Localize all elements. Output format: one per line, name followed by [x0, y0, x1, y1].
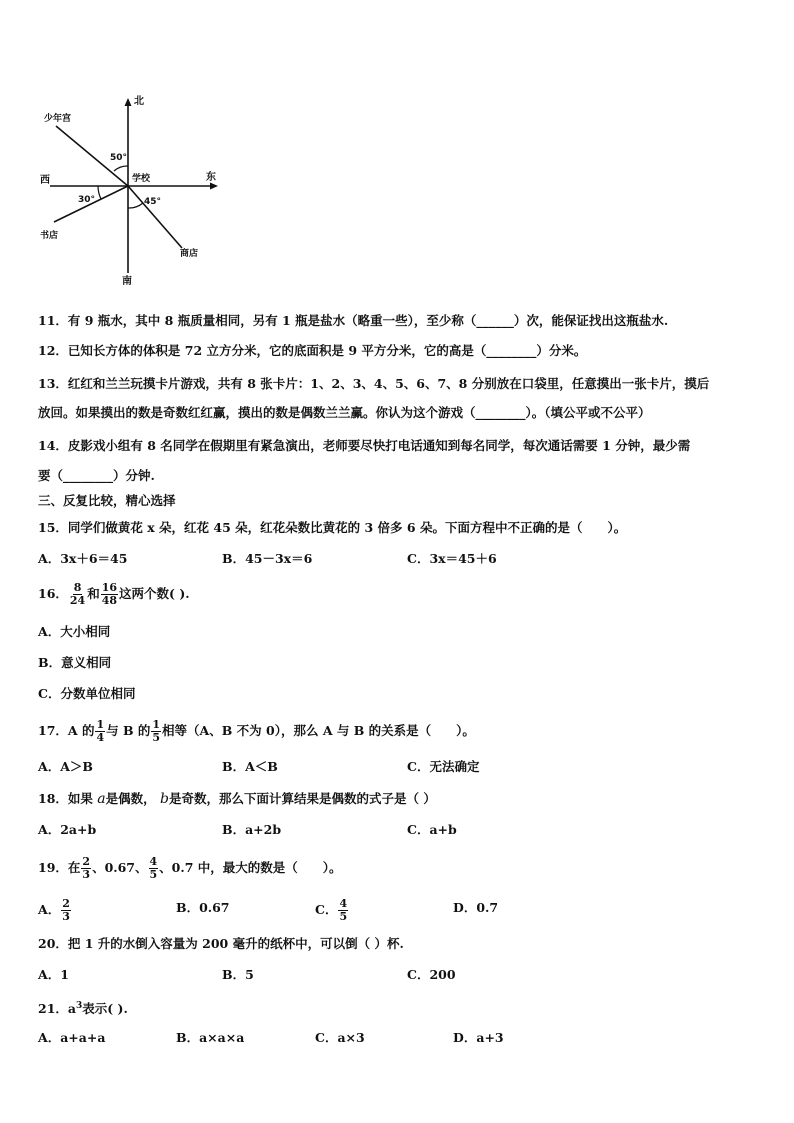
- north-arrow-icon: [125, 98, 132, 106]
- q20-option-b[interactable]: B．5: [222, 967, 254, 982]
- question-19: 19．在 $\frac{2}{3}$ 、0.67、 $\frac{4}{5}$ 、0.7 中，最大的数是（ ）。: [38, 855, 342, 881]
- q16-prefix: 16．: [38, 586, 68, 601]
- fraction-2-3: $\frac{2}{3}$: [82, 855, 91, 881]
- question-15: 15．同学们做黄花 x 朵，红花 45 朵，红花朵数比黄花的 3 倍多 6 朵。下面方程中不正确的是（ ）。: [38, 520, 627, 535]
- label-angle-north: 50°: [110, 153, 128, 163]
- q15-option-a[interactable]: A．3x＋6＝45: [38, 551, 128, 566]
- variable-b: b: [160, 791, 169, 807]
- q15-option-b[interactable]: B．45－3x＝6: [222, 551, 313, 566]
- q19-option-a[interactable]: A． $\frac{2}{3}$: [38, 897, 70, 923]
- q17-option-c[interactable]: C．无法确定: [407, 759, 480, 774]
- q21-option-a[interactable]: A．a+a+a: [38, 1030, 106, 1045]
- q20-option-a[interactable]: A．1: [38, 967, 69, 982]
- question-20: 20．把 1 升的水倒入容量为 200 毫升的纸杯中，可以倒（ ）杯.: [38, 936, 404, 951]
- question-18: 18．如果 a是偶数， b是奇数，那么下面计算结果是偶数的式子是（ ）: [38, 791, 436, 807]
- angle-arc-west: [98, 186, 101, 199]
- east-arrow-icon: [210, 183, 218, 190]
- question-13-line-2: 放回。如果摸出的数是奇数红红赢，摸出的数是偶数兰兰赢。你认为这个游戏（________）。（填公平或不公平）: [38, 405, 651, 420]
- q16-option-b[interactable]: B．意义相同: [38, 655, 112, 670]
- q18-option-c[interactable]: C．a+b: [407, 822, 457, 837]
- angle-arc-north: [114, 166, 128, 171]
- fraction-4-5: $\frac{4}{5}$: [149, 855, 158, 881]
- fraction-16-48: $\frac{16}{48}$: [101, 581, 118, 607]
- ray-shop: [128, 186, 182, 248]
- q16-option-c[interactable]: C．分数单位相同: [38, 686, 136, 701]
- fraction-8-24: $\frac{8}{24}$: [69, 581, 86, 607]
- angle-arc-south: [128, 203, 143, 208]
- q17-option-b[interactable]: B．A＜B: [222, 759, 278, 774]
- label-south: 南: [122, 276, 132, 286]
- q21-option-b[interactable]: B．a×a×a: [176, 1030, 245, 1045]
- fraction-4-5-option: $\frac{4}{5}$: [339, 897, 348, 923]
- label-center: 学校: [132, 174, 151, 184]
- q17-option-a[interactable]: A．A＞B: [38, 759, 93, 774]
- q16-option-a[interactable]: A．大小相同: [38, 624, 111, 639]
- label-west: 西: [40, 175, 50, 186]
- fraction-2-3-option: $\frac{2}{3}$: [62, 897, 70, 923]
- q15-option-c[interactable]: C．3x＝45＋6: [407, 551, 497, 566]
- question-14-line-2: 要（________）分钟.: [38, 468, 155, 483]
- fraction-1-5: $\frac{1}{5}$: [152, 718, 161, 744]
- label-bookstore: 书店: [40, 231, 59, 241]
- direction-diagram: [30, 88, 230, 286]
- section-title: 三、反复比较，精心选择: [38, 493, 176, 508]
- direction-diagram-svg: [30, 88, 230, 286]
- q21-option-d[interactable]: D．a+3: [453, 1030, 504, 1045]
- superscript-3: 3: [76, 1001, 83, 1011]
- question-16: 16． $\frac{8}{24}$ 和 $\frac{16}{48}$ 这两个数( ).: [38, 581, 190, 607]
- label-east: 东: [206, 172, 216, 183]
- q19-option-b[interactable]: B．0.67: [176, 900, 230, 915]
- question-11: 11．有 9 瓶水，其中 8 瓶质量相同，另有 1 瓶是盐水（略重一些），至少称（______）次，能保证找出这瓶盐水.: [38, 313, 669, 328]
- q18-option-a[interactable]: A．2a+b: [38, 822, 97, 837]
- label-angle-south: 45°: [144, 197, 162, 207]
- variable-a: a: [97, 791, 106, 807]
- question-14-line-1: 14．皮影戏小组有 8 名同学在假期里有紧急演出，老师要尽快打电话通知到每名同学，每次通话需要 1 分钟，最少需: [38, 438, 691, 453]
- q19-option-c[interactable]: C． $\frac{4}{5}$: [315, 897, 348, 923]
- question-17: 17．A 的 $\frac{1}{4}$ 与 B 的 $\frac{1}{5}$ 相等（A、B 不为 0），那么 A 与 B 的关系是（ ）。: [38, 718, 475, 744]
- fraction-1-4: $\frac{1}{4}$: [96, 718, 105, 744]
- label-youth-palace: 少年宫: [44, 114, 72, 124]
- label-north: 北: [134, 96, 144, 107]
- label-shop: 商店: [180, 249, 199, 259]
- label-angle-west: 30°: [78, 195, 96, 205]
- q19-option-d[interactable]: D．0.7: [453, 900, 499, 915]
- question-13-line-1: 13．红红和兰兰玩摸卡片游戏，共有 8 张卡片：1、2、3、4、5、6、7、8 分别放在口袋里，任意摸出一张卡片，摸后: [38, 376, 710, 391]
- q18-option-b[interactable]: B．a+2b: [222, 822, 282, 837]
- question-12: 12．已知长方体的体积是 72 立方分米，它的底面积是 9 平方分米，它的高是（________）分米。: [38, 343, 587, 358]
- question-21: 21．$a^3$表示( ).: [38, 1001, 128, 1017]
- q20-option-c[interactable]: C．200: [407, 967, 456, 982]
- q21-option-c[interactable]: C．a×3: [315, 1030, 365, 1045]
